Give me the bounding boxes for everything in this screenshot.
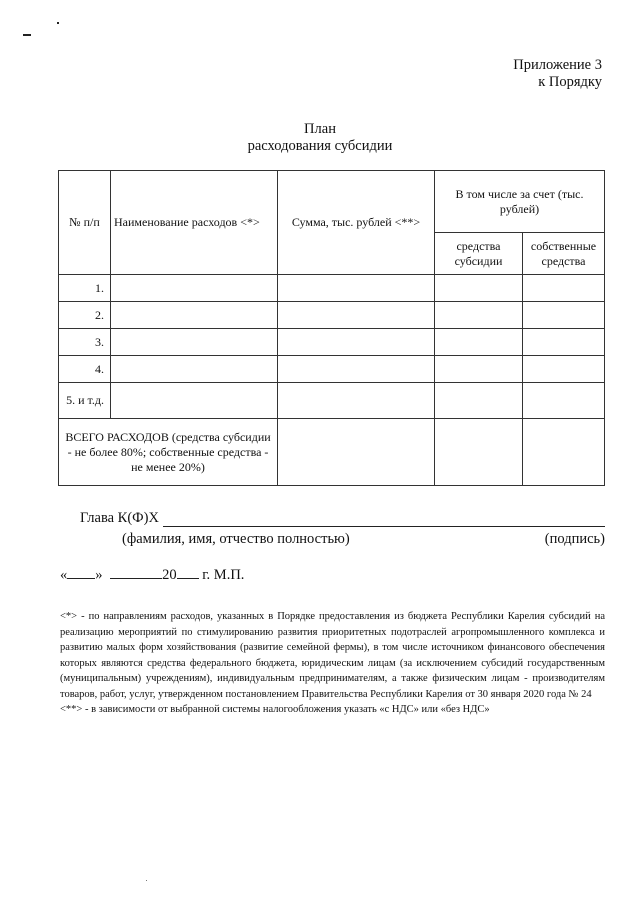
header-sum: Сумма, тыс. рублей <**>	[278, 171, 435, 275]
cell-sum[interactable]	[278, 302, 435, 329]
row-number: 5. и т.д.	[59, 383, 111, 419]
expense-plan-table	[58, 170, 605, 486]
header-num: № п/п	[59, 171, 111, 275]
cell-name[interactable]	[111, 329, 278, 356]
row-number: 2.	[59, 302, 111, 329]
cell-subsidy[interactable]	[435, 302, 523, 329]
signature-fio-caption: (фамилия, имя, отчество полностью)	[122, 531, 350, 547]
cell-subsidy[interactable]	[435, 329, 523, 356]
table-row	[59, 275, 605, 302]
year-blank[interactable]	[177, 566, 199, 579]
document-title	[0, 121, 640, 155]
total-sum[interactable]	[278, 419, 435, 486]
day-blank[interactable]	[67, 566, 95, 579]
total-own[interactable]	[523, 419, 605, 486]
cell-own[interactable]	[523, 302, 605, 329]
row-number: 1.	[59, 275, 111, 302]
month-blank[interactable]	[110, 566, 162, 579]
cell-own[interactable]	[523, 275, 605, 302]
cell-name[interactable]	[111, 275, 278, 302]
cell-own[interactable]	[523, 329, 605, 356]
table-row	[59, 329, 605, 356]
header-name: Наименование расходов <*>	[111, 171, 278, 275]
cell-sum[interactable]	[278, 329, 435, 356]
signature-line[interactable]	[163, 512, 605, 527]
row-number: 3.	[59, 329, 111, 356]
cell-subsidy[interactable]	[435, 356, 523, 383]
cell-name[interactable]	[111, 356, 278, 383]
date-suffix: г. М.П.	[202, 567, 245, 583]
total-subsidy[interactable]	[435, 419, 523, 486]
cell-own[interactable]	[523, 383, 605, 419]
title-line1: План	[304, 121, 336, 137]
header-own: собственные средства	[523, 233, 605, 275]
signature-block	[80, 510, 605, 548]
header-subsidy: средства субсидии	[435, 233, 523, 275]
appendix-header	[513, 57, 602, 91]
cell-own[interactable]	[523, 356, 605, 383]
table-total-row	[59, 419, 605, 486]
footnote-1: <*> - по направлениям расходов, указанных в Порядке предоставления из бюджета Республики Карелия субсидий на реализацию мероприятий по стимулированию развития приоритетных подотраслей агропромышленного комплекса и развитию малых форм хозяйствования (развитие семейной фермы), в том числе источником финансового обеспечения которых являются средства федерального бюджета, юридическим лицам (за исключением субсидий государственным (муниципальным) учреждениям), индивидуальным предпринимателям, а также физическим лицам - производителям товаров, работ, услуг, утвержденном постановлением Правительства Республики Карелия от 30 января 2020 года № 24	[60, 611, 605, 700]
scan-dot	[146, 880, 147, 881]
signature-sign-caption: (подпись)	[544, 531, 605, 547]
cell-sum[interactable]	[278, 275, 435, 302]
cell-subsidy[interactable]	[435, 383, 523, 419]
date-quote-close: »	[95, 567, 103, 583]
row-number: 4.	[59, 356, 111, 383]
date-quote-open: «	[60, 567, 68, 583]
cell-name[interactable]	[111, 302, 278, 329]
scan-dot	[57, 22, 59, 24]
table-row	[59, 356, 605, 383]
total-label: ВСЕГО РАСХОДОВ (средства субсидии - не более 80%; собственные средства - не менее 20%)	[59, 419, 278, 486]
appendix-line2: к Порядку	[538, 74, 602, 90]
table-row	[59, 383, 605, 419]
scan-mark	[23, 34, 31, 36]
signature-label: Глава К(Ф)Х	[80, 510, 159, 526]
appendix-line1: Приложение 3	[513, 57, 602, 73]
table-row	[59, 302, 605, 329]
title-line2: расходования субсидии	[247, 138, 393, 154]
cell-sum[interactable]	[278, 383, 435, 419]
footnote-2: <**> - в зависимости от выбранной системы налогообложения указать «с НДС» или «без НДС»	[60, 704, 490, 715]
cell-sum[interactable]	[278, 356, 435, 383]
footnotes	[60, 609, 605, 718]
cell-name[interactable]	[111, 383, 278, 419]
date-line	[60, 566, 244, 584]
date-year-prefix: 20	[162, 567, 177, 583]
cell-subsidy[interactable]	[435, 275, 523, 302]
header-including: В том числе за счет (тыс. рублей)	[435, 171, 605, 233]
